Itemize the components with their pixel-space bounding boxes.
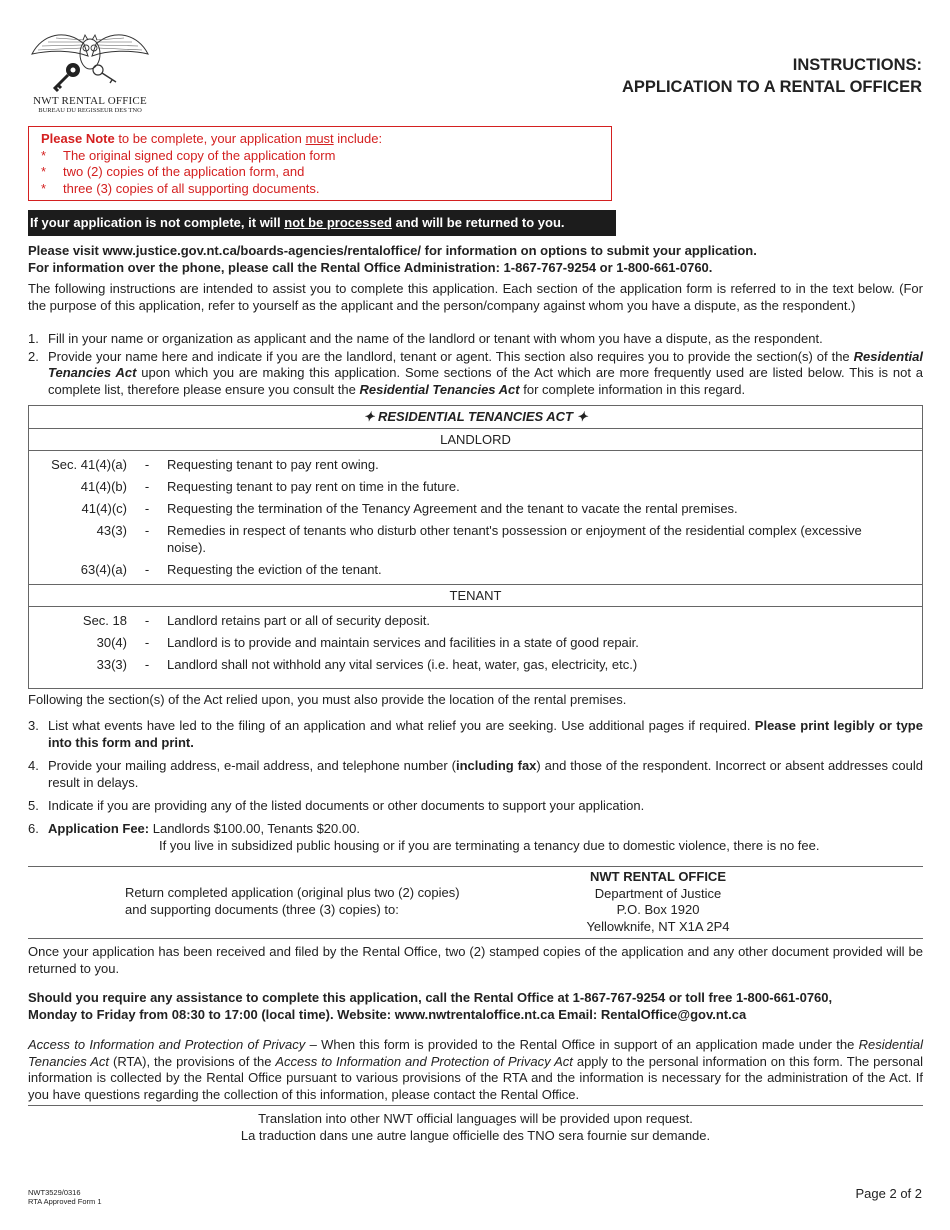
following-paragraph: Following the section(s) of the Act relied upon, you must also provide the location of the rental premises.: [28, 692, 627, 707]
step-2: [28, 349, 923, 399]
table-row: [29, 479, 922, 501]
step-number: 5.: [28, 798, 39, 813]
dash: -: [144, 479, 150, 494]
step-text: [48, 758, 923, 798]
note-lead-bold: Please Note: [41, 131, 115, 146]
visit-line-1: Please visit www.justice.gov.nt.ca/boards-agencies/rentaloffice/ for information on options to submit your application.: [28, 243, 757, 258]
table-row: [29, 562, 922, 584]
step-5: [28, 798, 923, 821]
dash: -: [144, 613, 150, 628]
step2-a: Provide your name here and indicate if you are the landlord, tenant or agent. This section also requires you to provide the section(s) of the: [48, 348, 854, 364]
step-6-line-2: If you live in subsidized public housing or if you are terminating a tenancy due to domestic violence, there is no fee.: [159, 837, 820, 853]
step4-c: ) and those of the respondent. Incorrect or absent addresses could result in delays.: [48, 758, 924, 790]
step-text: [48, 821, 923, 838]
privacy-d: (RTA), the provisions of the: [109, 1053, 276, 1069]
title-line-2: APPLICATION TO A RENTAL OFFICER: [621, 78, 922, 96]
please-note-box: [28, 126, 612, 201]
section-description: Requesting tenant to pay rent on time in the future.: [167, 479, 460, 494]
once-paragraph: Once your application has been received and filed by the Rental Office, two (2) stamped copies of the application and any other document provided will be returned to you.: [28, 944, 923, 976]
note-bullet: *: [41, 147, 47, 163]
section-description: Landlord shall not withhold any vital services (i.e. heat, water, gas, electricity, etc.): [167, 657, 638, 672]
step-number: 3.: [28, 718, 39, 733]
step-number: 6.: [28, 821, 39, 836]
note-lead: [41, 131, 599, 148]
note-item-text: three (3) copies of all supporting documents.: [63, 180, 320, 196]
step-number: 4.: [28, 758, 39, 773]
warning-underlined: not be processed: [284, 215, 392, 230]
note-item: [41, 164, 599, 181]
note-item: [41, 181, 599, 198]
nwt-rental-office-logo: [28, 20, 168, 115]
office-dept: Department of Justice: [594, 885, 722, 901]
form-approval: RTA Approved Form 1: [28, 1197, 102, 1206]
step-text: [48, 718, 923, 758]
incomplete-warning-bar: [28, 210, 616, 236]
step3-b: Please print legibly or type into this form and print.: [48, 718, 923, 750]
step-4: [28, 758, 923, 798]
note-bullet: *: [41, 180, 47, 196]
note-lead-text2: include:: [333, 131, 383, 146]
note-item-text: The original signed copy of the application form: [63, 147, 336, 163]
table-row: [29, 657, 922, 679]
section-description: Remedies in respect of tenants who disturb other tenant's possession or enjoyment of the residential complex (excessive noise).: [167, 523, 862, 555]
owl-key-icon: [28, 20, 152, 94]
page-number: Page 2 of 2: [855, 1186, 922, 1201]
tenant-sections: [29, 607, 922, 679]
step4-a: Provide your mailing address, e-mail address, and telephone number (: [48, 758, 456, 773]
rental-office-address: [558, 869, 758, 935]
table-row: [29, 501, 922, 523]
page-title: [622, 54, 922, 98]
note-item-text: two (2) copies of the application form, and: [63, 164, 305, 179]
table-row: [29, 613, 922, 635]
step2-c: upon which you are making this application. Some sections of the Act which are more frequently used are listed below. This is not a complete list, therefore please ensure you consult the: [48, 365, 924, 397]
section-number: 33(3): [96, 657, 127, 672]
dash: -: [144, 457, 150, 472]
logo-name: NWT RENTAL OFFICE: [33, 95, 147, 107]
privacy-a: Access to Information and Protection of Privacy: [28, 1037, 306, 1052]
return-line-2: and supporting documents (three (3) copies) to:: [125, 901, 399, 917]
privacy-f: apply to the personal information on this form. The personal information is collected by the Rental Office pursuant to various provisions of the RTA and the information is necessary for the administration of the Act. If you have questions regarding the collection of this information, please contact the Rental Office.: [28, 1053, 923, 1102]
tenant-heading: TENANT: [29, 584, 922, 607]
assist-line-2: Monday to Friday from 08:30 to 17:00 (local time). Website: www.nwtrentaloffice.nt.ca Email: RentalOffice@gov.nt.ca: [28, 1006, 747, 1022]
dash: -: [144, 562, 150, 577]
dash: -: [144, 501, 150, 516]
step-text: Fill in your name or organization as applicant and the name of the landlord or tenant with whom you have a dispute, as the respondent.: [48, 331, 823, 346]
assist-line-1: Should you require any assistance to complete this application, call the Rental Office at 1-867-767-9254 or toll free 1-800-661-0760,: [28, 990, 833, 1005]
assistance-info: [28, 990, 923, 1023]
section-number: Sec. 41(4)(a): [51, 457, 127, 472]
section-description: Landlord is to provide and maintain services and facilities in a state of good repair.: [167, 635, 639, 650]
step-text: Indicate if you are providing any of the listed documents or other documents to support your application.: [48, 798, 645, 813]
section-number: 43(3): [96, 523, 127, 538]
step6-text: Landlords $100.00, Tenants $20.00.: [149, 821, 360, 836]
office-name: NWT RENTAL OFFICE: [589, 869, 726, 884]
step-number: 2.: [28, 348, 39, 364]
privacy-b: – When this form is provided to the Rental Office in support of an application made under the: [305, 1037, 859, 1052]
note-lead-text1: to be complete, your application: [114, 131, 306, 146]
privacy-e: Access to Information and Protection of Privacy Act: [275, 1053, 573, 1069]
step-6: [28, 821, 923, 838]
return-line-1: Return completed application (original plus two (2) copies): [125, 885, 460, 900]
office-box: P.O. Box 1920: [616, 902, 700, 917]
step-number: 1.: [28, 331, 39, 346]
section-number: 30(4): [96, 635, 127, 650]
intro-paragraph: The following instructions are intended to assist you to complete this application. Each section of the application form is referred to in the text below. (For the purpose of this application, refer to yourself as the applicant and the person/company against whom you have a dispute, as the respondent.): [28, 281, 923, 313]
step-3: [28, 718, 923, 758]
dash: -: [144, 523, 150, 538]
section-number: 41(4)(b): [80, 479, 127, 494]
residential-tenancies-act-table: [28, 405, 923, 689]
privacy-paragraph: [28, 1037, 923, 1103]
section-description: Requesting the eviction of the tenant.: [167, 562, 382, 577]
step3-a: List what events have led to the filing of an application and what relief you are seeking. Use additional pages if required.: [48, 718, 755, 733]
step-1: [28, 331, 923, 348]
section-number: 41(4)(c): [81, 501, 127, 516]
landlord-heading: LANDLORD: [29, 429, 922, 451]
return-address-block: [28, 866, 923, 939]
note-item: [41, 148, 599, 165]
warning-text2: and will be returned to you.: [391, 215, 565, 230]
office-city: Yellowknife, NT X1A 2P4: [586, 918, 730, 934]
note-bullet: *: [41, 164, 47, 179]
visit-info: [28, 243, 923, 276]
divider: [28, 1105, 923, 1106]
table-row: [29, 635, 922, 657]
step4-b: including fax: [455, 758, 537, 773]
steps-top-list: [28, 331, 923, 398]
visit-line-2: For information over the phone, please call the Rental Office Administration: 1-867-767-9254 or 1-800-661-0760.: [28, 259, 713, 275]
step2-e: for complete information in this regard.: [519, 381, 746, 397]
section-description: Landlord retains part or all of security deposit.: [167, 613, 431, 628]
form-number: NWT3529/0316: [28, 1188, 81, 1197]
steps-bottom-list: [28, 718, 923, 854]
section-description: Requesting the termination of the Tenancy Agreement and the tenant to vacate the rental premises.: [167, 501, 738, 516]
section-number: 63(4)(a): [80, 562, 127, 577]
step2-act-name: Residential Tenancies Act: [359, 381, 520, 397]
step6-bold: Application Fee:: [48, 821, 150, 836]
table-row: [29, 523, 922, 562]
section-description: Requesting tenant to pay rent owing.: [167, 457, 379, 472]
step2-act-name: Residential Tenancies Act: [48, 348, 923, 380]
warning-text1: If your application is not complete, it will: [30, 215, 285, 230]
translation-fr: La traduction dans une autre langue officielle des TNO sera fournie sur demande.: [240, 1127, 711, 1143]
form-code: [28, 1188, 102, 1206]
privacy-c: Residential Tenancies Act: [28, 1037, 923, 1069]
translation-en: Translation into other NWT official languages will be provided upon request.: [258, 1111, 693, 1126]
step-text: [48, 349, 923, 399]
title-line-1: INSTRUCTIONS:: [792, 56, 922, 74]
table-row: [29, 457, 922, 479]
translation-note: [28, 1111, 923, 1144]
logo-subname: BUREAU DU REGISSEUR DES TNO: [38, 107, 142, 114]
dash: -: [144, 657, 150, 672]
landlord-sections: [29, 451, 922, 584]
note-lead-must: must: [305, 131, 334, 146]
return-instructions: [125, 885, 460, 918]
rta-heading: ✦ RESIDENTIAL TENANCIES ACT ✦: [29, 406, 922, 429]
section-number: Sec. 18: [82, 613, 127, 628]
dash: -: [144, 635, 150, 650]
